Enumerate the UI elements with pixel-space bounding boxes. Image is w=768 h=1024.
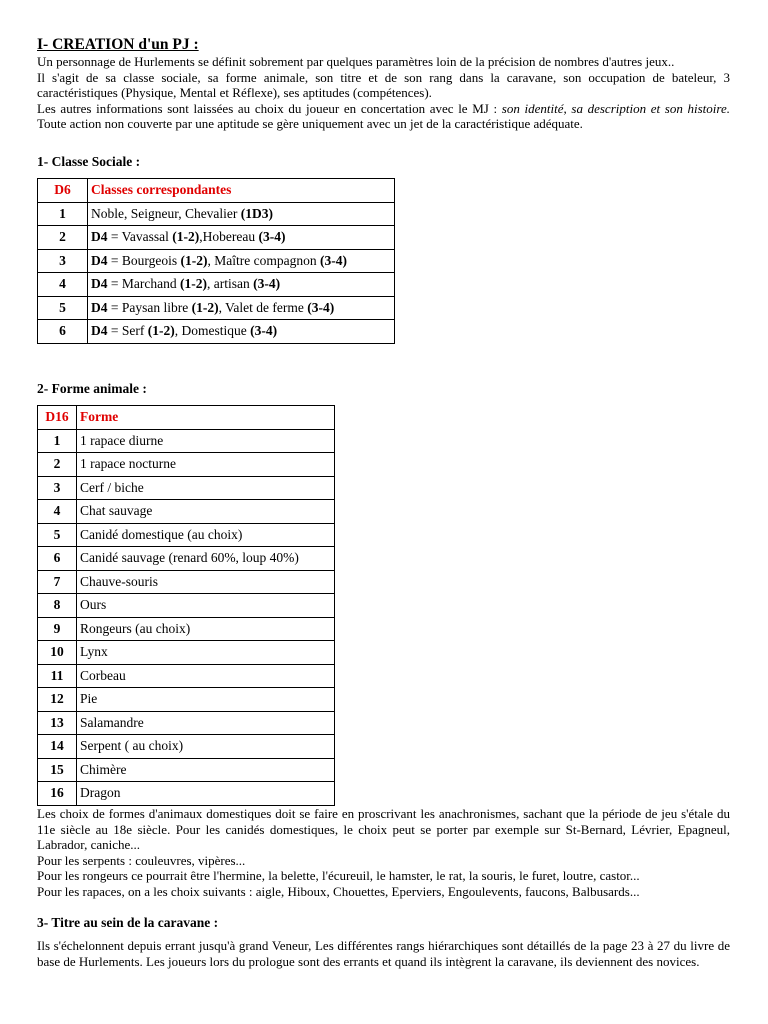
social-class-table xyxy=(37,178,395,344)
note-raptors: Pour les rapaces, on a les choix suivants : aigle, Hiboux, Chouettes, Eperviers, Engoulevents, faucons, Balbusards... xyxy=(37,883,640,899)
class-text-part: D4 xyxy=(91,229,108,245)
die-value: 3 xyxy=(38,249,88,273)
class-text-part: D4 xyxy=(91,299,108,315)
class-text-part: (3-4) xyxy=(319,252,347,268)
class-text-part: = Vavassal xyxy=(107,229,173,245)
table-header-row xyxy=(38,406,335,430)
table-row xyxy=(38,641,335,665)
table-row xyxy=(38,202,395,226)
form-value: Corbeau xyxy=(77,664,335,688)
table-row xyxy=(38,523,335,547)
table-row xyxy=(38,782,335,806)
class-text-part: , Valet de ferme xyxy=(218,299,308,315)
form-value: Lynx xyxy=(77,641,335,665)
table-header-row xyxy=(38,179,395,203)
table-row xyxy=(38,735,335,759)
class-text-part: , artisan xyxy=(206,276,254,292)
form-value: Chauve-souris xyxy=(77,570,335,594)
table-row xyxy=(38,594,335,618)
die-value: 6 xyxy=(38,320,88,344)
class-text-part: , Domestique xyxy=(174,323,251,339)
table-row xyxy=(38,500,335,524)
class-value xyxy=(88,320,395,344)
die-value: 9 xyxy=(38,617,77,641)
class-text-part: (1-2) xyxy=(179,276,207,292)
form-value: 1 rapace diurne xyxy=(77,429,335,453)
die-value: 3 xyxy=(38,476,77,500)
die-value: 2 xyxy=(38,453,77,477)
die-value: 1 xyxy=(38,429,77,453)
class-text-part: (3-4) xyxy=(253,276,281,292)
table-row xyxy=(38,453,335,477)
table-row xyxy=(38,429,335,453)
table-row xyxy=(38,249,395,273)
class-text-part: D4 xyxy=(91,276,108,292)
die-value: 11 xyxy=(38,664,77,688)
table-row xyxy=(38,758,335,782)
class-text-part: D4 xyxy=(91,323,108,339)
die-value: 4 xyxy=(38,273,88,297)
form-value: Cerf / biche xyxy=(77,476,335,500)
die-value: 13 xyxy=(38,711,77,735)
class-text-part: D4 xyxy=(91,252,108,268)
section-heading-title: 3- Titre au sein de la caravane : xyxy=(37,915,219,930)
class-text-part: (1-2) xyxy=(180,252,208,268)
form-value: Pie xyxy=(77,688,335,712)
note-domestic: Les choix de formes d'animaux domestiques doit se faire en proscrivant les anachronismes, sachant que la période de jeu s'étale du 11e siècle au 18e siècle. Pour les canidés domestiques, le choix peut se porter par exemple sur St-Bernard, Lévrier, Epagneul, Labrador, caniche... xyxy=(37,806,730,852)
die-value: 7 xyxy=(38,570,77,594)
die-value: 14 xyxy=(38,735,77,759)
class-value xyxy=(88,296,395,320)
table-row xyxy=(38,688,335,712)
intro-p3-start: Les autres informations sont laissées au choix du joueur en concertation avec le MJ : xyxy=(37,100,502,116)
table-row xyxy=(38,711,335,735)
intro-paragraph-1: Un personnage de Hurlements se définit sobrement par quelques paramètres loin de la précision de nombres d'autres jeux.. xyxy=(37,54,675,69)
form-value: Dragon xyxy=(77,782,335,806)
die-value: 5 xyxy=(38,296,88,320)
class-value xyxy=(88,226,395,250)
form-header: Forme xyxy=(77,406,335,430)
form-value: Canidé sauvage (renard 60%, loup 40%) xyxy=(77,547,335,571)
die-value: 12 xyxy=(38,688,77,712)
class-header: Classes correspondantes xyxy=(88,179,395,203)
section-heading-social-class: 1- Classe Sociale : xyxy=(37,154,141,169)
intro-p3-italic: son identité, sa description et son histoire. xyxy=(501,100,730,116)
class-text-part: (3-4) xyxy=(250,323,278,339)
note-serpents: Pour les serpents : couleuvres, vipères... xyxy=(37,852,246,868)
form-value: Serpent ( au choix) xyxy=(77,735,335,759)
table-row xyxy=(38,476,335,500)
form-value: Canidé domestique (au choix) xyxy=(77,523,335,547)
intro-paragraph-3 xyxy=(37,101,730,132)
class-value xyxy=(88,273,395,297)
die-value: 2 xyxy=(38,226,88,250)
class-value xyxy=(88,249,395,273)
table-row xyxy=(38,320,395,344)
table-row xyxy=(38,273,395,297)
page-title: I- CREATION d'un PJ : xyxy=(37,36,199,53)
class-text-part: = Marchand xyxy=(107,276,180,292)
title-description: Ils s'échelonnent depuis errant jusqu'à grand Veneur, Les différentes rangs hiérarchiques sont détaillés de la page 23 à 27 du livre de base de Hurlements. Les joueurs lors du prologue sont des errants et quand ils intègrent la caravane, ils deviennent des novices. xyxy=(37,938,730,969)
class-text-part: = Serf xyxy=(107,323,148,339)
die-value: 6 xyxy=(38,547,77,571)
intro-paragraph-2: Il s'agit de sa classe sociale, sa forme animale, son titre et de son rang dans la caravane, son occupation de bateleur, 3 caractéristiques (Physique, Mental et Réflexe), ses aptitudes (compétences). xyxy=(37,69,730,100)
die-value: 15 xyxy=(38,758,77,782)
die-value: 10 xyxy=(38,641,77,665)
table-row xyxy=(38,226,395,250)
die-value: 4 xyxy=(38,500,77,524)
form-value: Chat sauvage xyxy=(77,500,335,524)
table-row xyxy=(38,617,335,641)
die-header: D16 xyxy=(38,406,77,430)
class-text-part: ,Hobereau xyxy=(199,229,259,245)
table-row xyxy=(38,296,395,320)
form-value: 1 rapace nocturne xyxy=(77,453,335,477)
class-text-part: = Bourgeois xyxy=(107,252,181,268)
class-text-part: (1-2) xyxy=(191,299,219,315)
form-value: Rongeurs (au choix) xyxy=(77,617,335,641)
animal-form-notes xyxy=(37,806,730,899)
table-row xyxy=(38,570,335,594)
class-text-part: (3-4) xyxy=(307,299,335,315)
class-text-part: , Maître compagnon xyxy=(207,252,320,268)
form-value: Ours xyxy=(77,594,335,618)
class-text-part: (1D3) xyxy=(240,205,274,221)
intro-p3-end: Toute action non couverte par une aptitude se gère uniquement avec un jet de la caractéristique adéquate. xyxy=(37,116,583,131)
die-value: 1 xyxy=(38,202,88,226)
class-text-part: (3-4) xyxy=(258,229,286,245)
die-value: 5 xyxy=(38,523,77,547)
class-text-part: Noble, Seigneur, Chevalier xyxy=(91,205,241,221)
class-text-part: (1-2) xyxy=(147,323,175,339)
note-rodents: Pour les rongeurs ce pourrait être l'hermine, la belette, l'écureuil, le hamster, le rat, la souris, le furet, loutre, castor... xyxy=(37,868,640,883)
form-value: Chimère xyxy=(77,758,335,782)
form-value: Salamandre xyxy=(77,711,335,735)
class-value xyxy=(88,202,395,226)
table-row xyxy=(38,664,335,688)
intro-text xyxy=(37,54,730,132)
animal-form-table xyxy=(37,405,335,806)
section-heading-animal-form: 2- Forme animale : xyxy=(37,381,147,396)
die-header: D6 xyxy=(38,179,88,203)
table-row xyxy=(38,547,335,571)
class-text-part: = Paysan libre xyxy=(107,299,192,315)
class-text-part: (1-2) xyxy=(172,229,200,245)
die-value: 16 xyxy=(38,782,77,806)
die-value: 8 xyxy=(38,594,77,618)
